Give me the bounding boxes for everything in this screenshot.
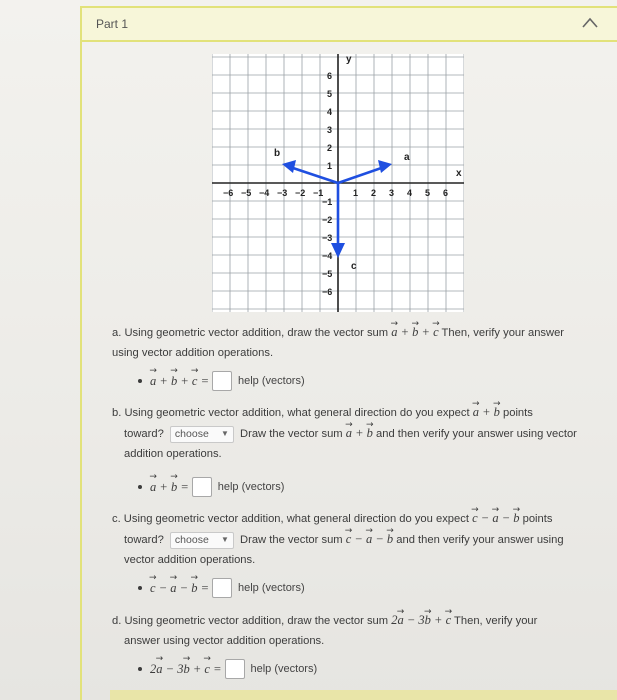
question-c-line1: c. Using geometric vector addition, what general direction do you expect bbox=[112, 513, 469, 525]
answer-row-b bbox=[138, 477, 284, 497]
coordinate-graph bbox=[212, 54, 464, 317]
graph-svg bbox=[212, 54, 464, 312]
y-tick-label: 1 bbox=[327, 161, 333, 171]
y-tick-label: 3 bbox=[327, 125, 333, 135]
op-eq: = bbox=[180, 479, 189, 494]
vec-a: → a bbox=[391, 322, 397, 342]
left-rule bbox=[80, 42, 82, 700]
vector-a-label: a bbox=[404, 152, 410, 163]
question-c-line2c: and then verify your answer using bbox=[396, 534, 564, 546]
part-header[interactable] bbox=[80, 6, 617, 42]
y-tick-label: −3 bbox=[322, 233, 333, 243]
op-eq: = bbox=[200, 373, 209, 388]
question-d-text: d. Using geometric vector addition, draw the vector sum bbox=[112, 615, 389, 627]
question-c-line2b: Draw the vector sum bbox=[240, 534, 343, 546]
question-a-text: a. Using geometric vector addition, draw the vector sum bbox=[112, 327, 389, 339]
bullet bbox=[138, 586, 142, 590]
direction-select-b-value: choose bbox=[174, 428, 209, 441]
chevron-down-icon: ▼ bbox=[221, 535, 229, 545]
vec-c: → c bbox=[346, 529, 352, 549]
op-plus: + bbox=[400, 325, 410, 339]
op-minus: − bbox=[375, 532, 384, 546]
y-tick-label: 5 bbox=[327, 89, 333, 99]
question-b-line1: b. Using geometric vector addition, what general direction do you expect bbox=[112, 407, 470, 419]
vec-c: → c bbox=[204, 662, 210, 677]
x-axis-label: x bbox=[456, 168, 462, 179]
question-c-line3: vector addition operations. bbox=[124, 554, 256, 566]
vec-b: → b bbox=[387, 529, 393, 549]
x-tick-label: 3 bbox=[389, 188, 395, 198]
op-minus: − bbox=[158, 580, 168, 595]
vec-a: → a bbox=[397, 610, 403, 630]
op-minus: − bbox=[354, 532, 363, 546]
op-minus: − bbox=[480, 511, 490, 525]
vec-c: → c bbox=[192, 374, 198, 389]
op-plus: + bbox=[482, 405, 491, 419]
vec-a: → a bbox=[156, 662, 162, 677]
help-link-d[interactable]: help (vectors) bbox=[250, 663, 318, 675]
question-b bbox=[112, 402, 592, 464]
question-a bbox=[112, 322, 592, 363]
vec-b: → b bbox=[191, 581, 197, 596]
x-tick-label: −4 bbox=[259, 188, 270, 198]
y-tick-label: 2 bbox=[327, 143, 333, 153]
coef-3: 3 bbox=[177, 661, 184, 676]
op-minus: − bbox=[165, 661, 175, 676]
y-axis-label: y bbox=[346, 54, 352, 65]
help-link-a[interactable]: help (vectors) bbox=[238, 375, 305, 387]
y-tick-label: −1 bbox=[322, 197, 333, 207]
direction-select-c-value: choose bbox=[174, 534, 209, 547]
x-tick-label: 1 bbox=[353, 188, 359, 198]
op-eq: = bbox=[200, 580, 209, 595]
help-link-b[interactable]: help (vectors) bbox=[217, 481, 285, 493]
question-d-line2: answer using vector addition operations. bbox=[124, 635, 325, 647]
answer-input-c[interactable] bbox=[212, 578, 232, 598]
vec-b: → b bbox=[367, 423, 373, 443]
vec-b: → b bbox=[171, 374, 177, 389]
chevron-down-icon: ▼ bbox=[221, 429, 229, 439]
x-tick-label: −1 bbox=[313, 188, 324, 198]
question-b-points: points bbox=[503, 407, 533, 419]
y-tick-label: −6 bbox=[322, 287, 333, 297]
answer-input-b[interactable] bbox=[192, 477, 212, 497]
answer-row-d bbox=[138, 659, 317, 679]
x-tick-label: −6 bbox=[223, 188, 234, 198]
answer-row-c bbox=[138, 578, 305, 598]
next-part-header-edge bbox=[110, 690, 617, 700]
y-tick-label: 4 bbox=[327, 107, 333, 117]
op-plus: + bbox=[421, 325, 430, 339]
vec-b: → b bbox=[171, 480, 177, 495]
question-a-line2: using vector addition operations. bbox=[112, 347, 274, 359]
op-minus: − bbox=[406, 613, 416, 627]
op-plus: + bbox=[159, 479, 168, 494]
question-c-toward: toward? bbox=[124, 534, 164, 546]
x-tick-label: −2 bbox=[295, 188, 306, 198]
question-c bbox=[112, 508, 592, 570]
y-tick-label: −4 bbox=[322, 251, 333, 261]
x-tick-label: 5 bbox=[425, 188, 431, 198]
question-a-text-mid: Then, verify your answer bbox=[441, 327, 565, 339]
vec-b: → b bbox=[183, 662, 189, 677]
question-b-line2b: Draw the vector sum bbox=[240, 428, 343, 440]
vec-b: → b bbox=[425, 610, 431, 630]
part-title: Part 1 bbox=[96, 17, 129, 31]
vector-b-label: b bbox=[274, 148, 281, 159]
question-b-line3: addition operations. bbox=[124, 448, 222, 460]
answer-input-d[interactable] bbox=[225, 659, 245, 679]
vec-b: → b bbox=[412, 322, 418, 342]
answer-input-a[interactable] bbox=[212, 371, 232, 391]
direction-select-b[interactable] bbox=[170, 426, 234, 443]
question-b-toward: toward? bbox=[124, 428, 164, 440]
vec-a: → a bbox=[346, 423, 352, 443]
help-link-c[interactable]: help (vectors) bbox=[238, 582, 305, 594]
x-tick-label: 4 bbox=[407, 188, 413, 198]
vec-c: → c bbox=[150, 581, 156, 596]
coef-2: 2 bbox=[150, 661, 157, 676]
bullet bbox=[138, 379, 142, 383]
y-tick-label: 6 bbox=[327, 71, 333, 81]
question-d bbox=[112, 610, 592, 651]
op-minus: − bbox=[501, 511, 511, 525]
direction-select-c[interactable] bbox=[170, 532, 234, 549]
op-plus: + bbox=[180, 373, 189, 388]
x-tick-label: 6 bbox=[443, 188, 449, 198]
coef-3: 3 bbox=[418, 613, 425, 627]
vec-b: → b bbox=[494, 402, 500, 422]
bullet bbox=[138, 667, 142, 671]
bullet bbox=[138, 485, 142, 489]
x-tick-label: 2 bbox=[371, 188, 377, 198]
vec-a: → a bbox=[366, 529, 372, 549]
y-tick-label: −5 bbox=[322, 269, 333, 279]
vec-a: → a bbox=[170, 581, 176, 596]
vector-c-label: c bbox=[351, 261, 357, 272]
question-d-text-mid: Then, verify your bbox=[454, 615, 538, 627]
chevron-up-icon[interactable] bbox=[581, 16, 599, 30]
question-c-points: points bbox=[522, 513, 553, 525]
op-plus: + bbox=[192, 661, 202, 676]
y-tick-label: −2 bbox=[322, 215, 333, 225]
op-eq: = bbox=[213, 661, 222, 676]
op-plus: + bbox=[434, 613, 443, 627]
vec-a: → a bbox=[150, 374, 156, 389]
coef-2: 2 bbox=[391, 613, 398, 627]
question-b-line2c: and then verify your answer using vector bbox=[376, 428, 577, 440]
op-plus: + bbox=[159, 373, 168, 388]
answer-row-a bbox=[138, 371, 305, 391]
vec-c: → c bbox=[446, 610, 452, 630]
vec-c: → c bbox=[472, 508, 478, 528]
vec-c: → c bbox=[433, 322, 439, 342]
vec-a: → a bbox=[492, 508, 498, 528]
op-plus: + bbox=[355, 426, 364, 440]
op-minus: − bbox=[179, 580, 189, 595]
x-tick-label: −3 bbox=[277, 188, 288, 198]
vec-b: → b bbox=[513, 508, 519, 528]
vec-a: → a bbox=[473, 402, 479, 422]
vec-a: → a bbox=[150, 480, 156, 495]
x-tick-label: −5 bbox=[241, 188, 252, 198]
